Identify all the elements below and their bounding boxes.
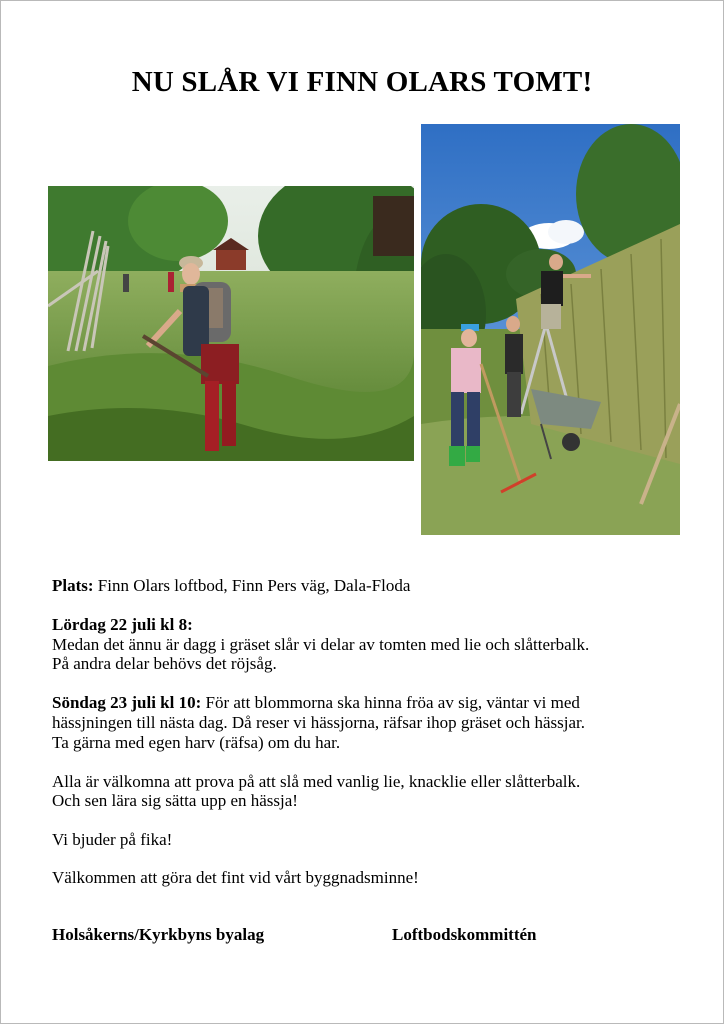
sunday-heading: Söndag 23 juli kl 10: (52, 693, 202, 712)
page-title: NU SLÅR VI FINN OLARS TOMT! (131, 66, 593, 98)
footer-right-organizer: Loftbodskommittén (392, 925, 537, 944)
sunday-text-1: För att blommorna ska hinna fröa av sig, väntar vi med (201, 693, 580, 712)
sunday-line-1 (52, 693, 580, 713)
photo-mowing-meadow (48, 186, 414, 461)
closing-line: Välkommen att göra det fint vid vårt byggnadsminne! (52, 868, 419, 887)
sunday-line-3: Ta gärna med egen harv (räfsa) om du har. (52, 733, 341, 752)
saturday-line-2: På andra delar behövs det röjsåg. (52, 654, 277, 673)
place-line (52, 576, 410, 596)
saturday-heading: Lördag 22 juli kl 8: (52, 615, 193, 634)
place-text: Finn Olars loftbod, Finn Pers väg, Dala-Floda (93, 576, 411, 595)
sunday-line-2: hässjningen till nästa dag. Då reser vi hässjorna, räfsar ihop gräset och hässjar. (52, 713, 585, 732)
saturday-line-1: Medan det ännu är dagg i gräset slår vi delar av tomten med lie och slåtterbalk. (52, 635, 590, 654)
fika-line: Vi bjuder på fika! (52, 830, 173, 849)
welcome-try-line-2: Och sen lära sig sätta upp en hässja! (52, 791, 298, 810)
place-label: Plats: (52, 576, 94, 595)
welcome-try-line-1: Alla är välkomna att prova på att slå med vanlig lie, knacklie eller slåtterbalk. (52, 772, 581, 791)
photo-hay-rack (421, 124, 680, 535)
footer-left-organizer: Holsåkerns/Kyrkbyns byalag (52, 925, 265, 944)
